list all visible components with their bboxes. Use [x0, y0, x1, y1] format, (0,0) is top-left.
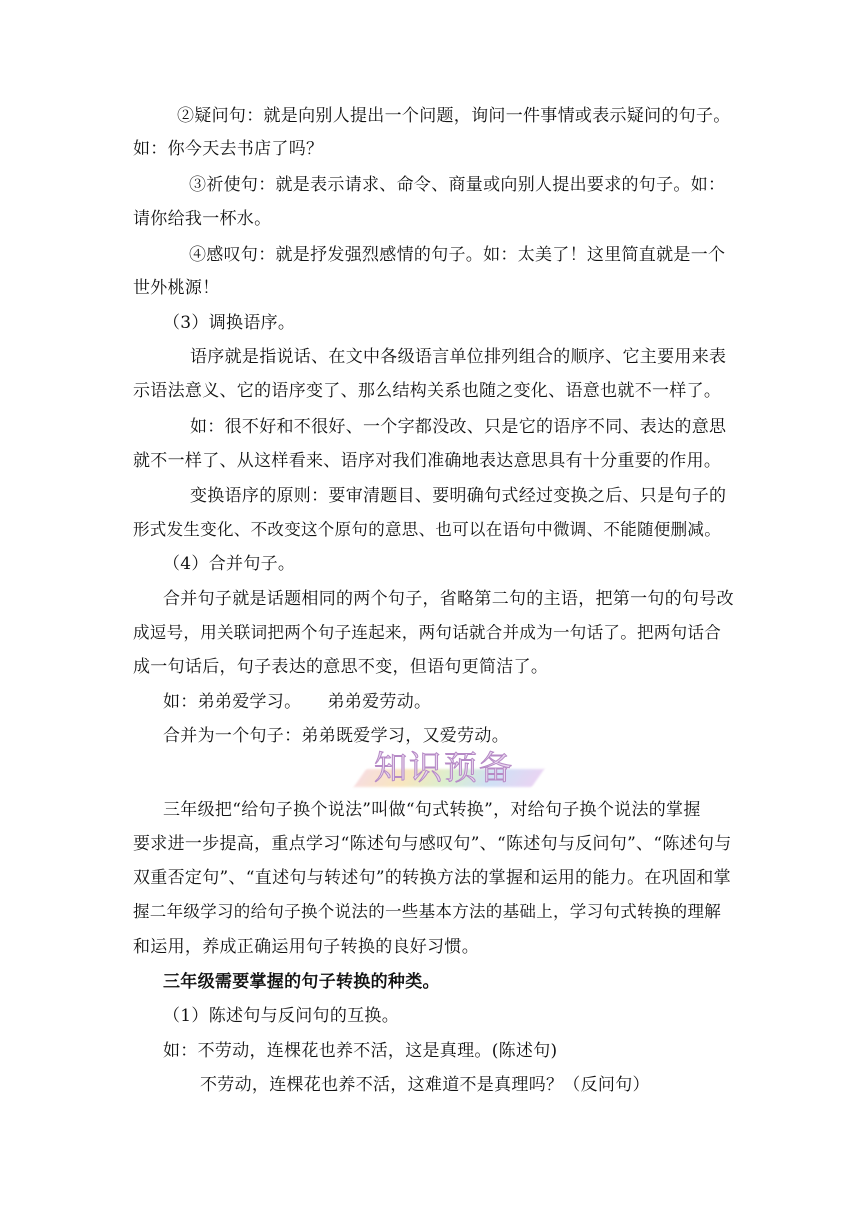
text-line: 握二年级学习的给句子换个说法的一些基本方法的基础上，学习句式转换的理解: [133, 902, 721, 921]
text-line: 如：你今天去书店了吗？: [133, 139, 324, 159]
text-line: 合并为一个句子：弟弟既爱学习，又爱劳动。: [163, 726, 509, 746]
text-line: 如：不劳动，连棵花也养不活，这是真理。(陈述句): [163, 1041, 558, 1061]
text-line: 请你给我一杯水。: [133, 209, 272, 229]
text-line: 合并句子就是话题相同的两个句子，省略第二句的主语，把第一句的句号改: [163, 589, 734, 609]
text-line: 语序就是指说话、在文中各级语言单位排列组合的顺序、它主要用来表: [190, 347, 727, 367]
text-line: ②疑问句：就是向别人提出一个问题，询问一件事情或表示疑问的句子。: [177, 106, 731, 126]
text-line: 成一句话后，句子表达的意思不变，但语句更简洁了。: [133, 657, 549, 677]
text-line: 如：很不好和不很好、一个字都没改、只是它的语序不同、表达的意思: [190, 417, 727, 437]
section-heading: 三年级需要掌握的句子转换的种类。: [163, 972, 440, 992]
text-line: 要求进一步提高，重点学习“陈述句与感叹句”、“陈述句与反问句”、“陈述句与: [133, 834, 732, 854]
text-line: 双重否定句”、“直述句与转述句”的转换方法的掌握和运用的能力。在巩固和掌: [133, 868, 731, 888]
section-heading: （1）陈述句与反问句的互换。: [163, 1006, 400, 1026]
text-line: 形式发生变化、不改变这个原句的意思、也可以在语句中微调、不能随便删减。: [133, 520, 721, 539]
text-line: 成逗号，用关联词把两个句子连起来，两句话就合并成为一句话了。把两句话合: [133, 623, 721, 642]
text-line: 变换语序的原则：要审清题目、要明确句式经过变换之后、只是句子的: [190, 486, 727, 506]
text-line: 就不一样了、从这样看来、语序对我们准确地表达意思具有十分重要的作用。: [133, 451, 722, 471]
text-line: 如：弟弟爱学习。 弟弟爱劳动。: [163, 692, 432, 712]
text-line: 和运用，养成正确运用句子转换的良好习惯。: [133, 937, 479, 957]
text-line: ③祈使句：就是表示请求、命令、商量或向别人提出要求的句子。如：: [189, 175, 726, 195]
text-line: 世外桃源！: [133, 278, 220, 298]
text-line: 不劳动，连棵花也养不活，这难道不是真理吗？（反问句）: [200, 1075, 650, 1095]
section-heading: （3）调换语序。: [163, 313, 296, 333]
text-line: 示语法意义、它的语序变了、那么结构关系也随之变化、语意也就不一样了。: [133, 381, 722, 401]
text-line: ④感叹句：就是抒发强烈感情的句子。如：太美了！这里简直就是一个: [189, 245, 726, 265]
wordart-text: 知识预备: [374, 748, 514, 787]
wordart-title: [360, 749, 540, 789]
section-heading: （4）合并句子。: [163, 554, 296, 574]
text-line: 三年级把“给句子换个说法”叫做“句式转换”，对给句子换个说法的掌握: [163, 800, 701, 820]
